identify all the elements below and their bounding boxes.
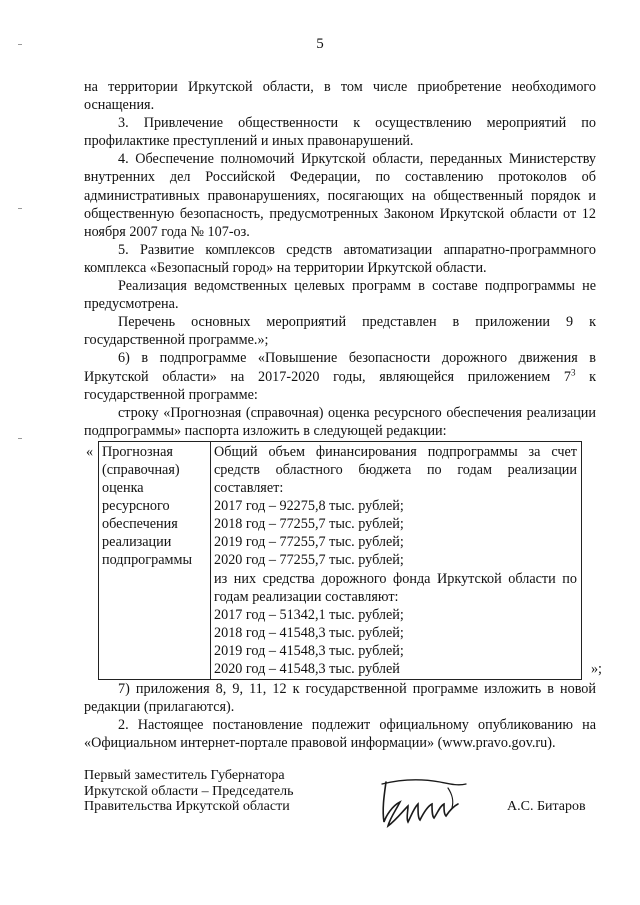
- passport-table-block: [84, 441, 602, 680]
- paragraph-item-6: 6) в подпрограмме «Повышение безопасности дорожного движения в Иркутской области» на 2017-2020 годы, являющейся приложением $7^3$ к государственной программе:: [84, 350, 596, 403]
- fund-intro: из них средства дорожного фонда Иркутской области по годам реализации составляют:: [214, 570, 577, 605]
- close-quote: »;: [590, 661, 602, 677]
- year-line: 2017 год – 51342,1 тыс. рублей;: [214, 606, 404, 623]
- year-line: 2018 год – 77255,7 тыс. рублей;: [214, 516, 404, 533]
- paragraph: строку «Прогнозная (справочная) оценка ресурсного обеспечения реализации подпрограммы» паспорта изложить в следующей редакции:: [84, 404, 596, 439]
- year-line: 2020 год – 77255,7 тыс. рублей;: [214, 552, 404, 569]
- open-quote: «: [86, 443, 94, 460]
- paragraph: Перечень основных мероприятий представлен в приложении 9 к государственной программе.»;: [84, 314, 596, 349]
- page-number: 5: [316, 36, 324, 52]
- paragraph: 5. Развитие комплексов средств автоматизации аппаратно-программного комплекса «Безопасный город» на территории Иркутской области.: [84, 241, 596, 276]
- year-line: 2018 год – 41548,3 тыс. рублей;: [214, 624, 404, 641]
- table-cell-label: Прогнозная (справочная) оценка ресурсного обеспечения реализации подпрограммы: [99, 441, 211, 679]
- paragraph: 3. Привлечение общественности к осуществлению мероприятий по профилактике преступлений и иных правонарушений.: [84, 115, 596, 150]
- paragraph: 4. Обеспечение полномочий Иркутской области, переданных Министерству внутренних дел Российской Федерации, по составлению протоколов об административных правонарушениях, посягающих на общественный порядок и общественную безопасность, предусмотренных Законом Иркутской области от 12 ноября 2007 года № 107-оз.: [84, 151, 596, 240]
- year-line: 2020 год – 41548,3 тыс. рублей: [214, 661, 400, 677]
- year-line: 2019 год – 41548,3 тыс. рублей;: [214, 642, 404, 659]
- document-body: [84, 78, 602, 752]
- table-row: [99, 441, 582, 679]
- margin-mark: [18, 208, 22, 209]
- handwritten-signature: [378, 770, 478, 832]
- total-intro: Общий объем финансирования подпрограммы за счет средств областного бюджета по годам реализации составляет:: [214, 443, 577, 497]
- table-cell-content: [211, 441, 582, 679]
- paragraph: 2. Настоящее постановление подлежит официальному опубликованию на «Официальном интернет-портале правовой информации» (www.pravo.gov.ru).: [84, 717, 596, 752]
- superscript: 3: [570, 366, 576, 377]
- passport-table: [98, 441, 582, 680]
- signatory-title: Первый заместитель Губернатора Иркутской области – Председатель Правительства Иркутской области: [84, 768, 294, 814]
- paragraph: 7) приложения 8, 9, 11, 12 к государственной программе изложить в новой редакции (прилагаются).: [84, 681, 596, 716]
- year-line: 2017 год – 92275,8 тыс. рублей;: [214, 498, 404, 515]
- year-line: 2019 год – 77255,7 тыс. рублей;: [214, 534, 404, 551]
- paragraph: на территории Иркутской области, в том числе приобретение необходимого оснащения.: [84, 79, 596, 114]
- paragraph: Реализация ведомственных целевых программ в составе подпрограммы не предусмотрена.: [84, 278, 596, 313]
- signatory-name: А.С. Битаров: [507, 799, 586, 814]
- margin-mark: [18, 438, 22, 439]
